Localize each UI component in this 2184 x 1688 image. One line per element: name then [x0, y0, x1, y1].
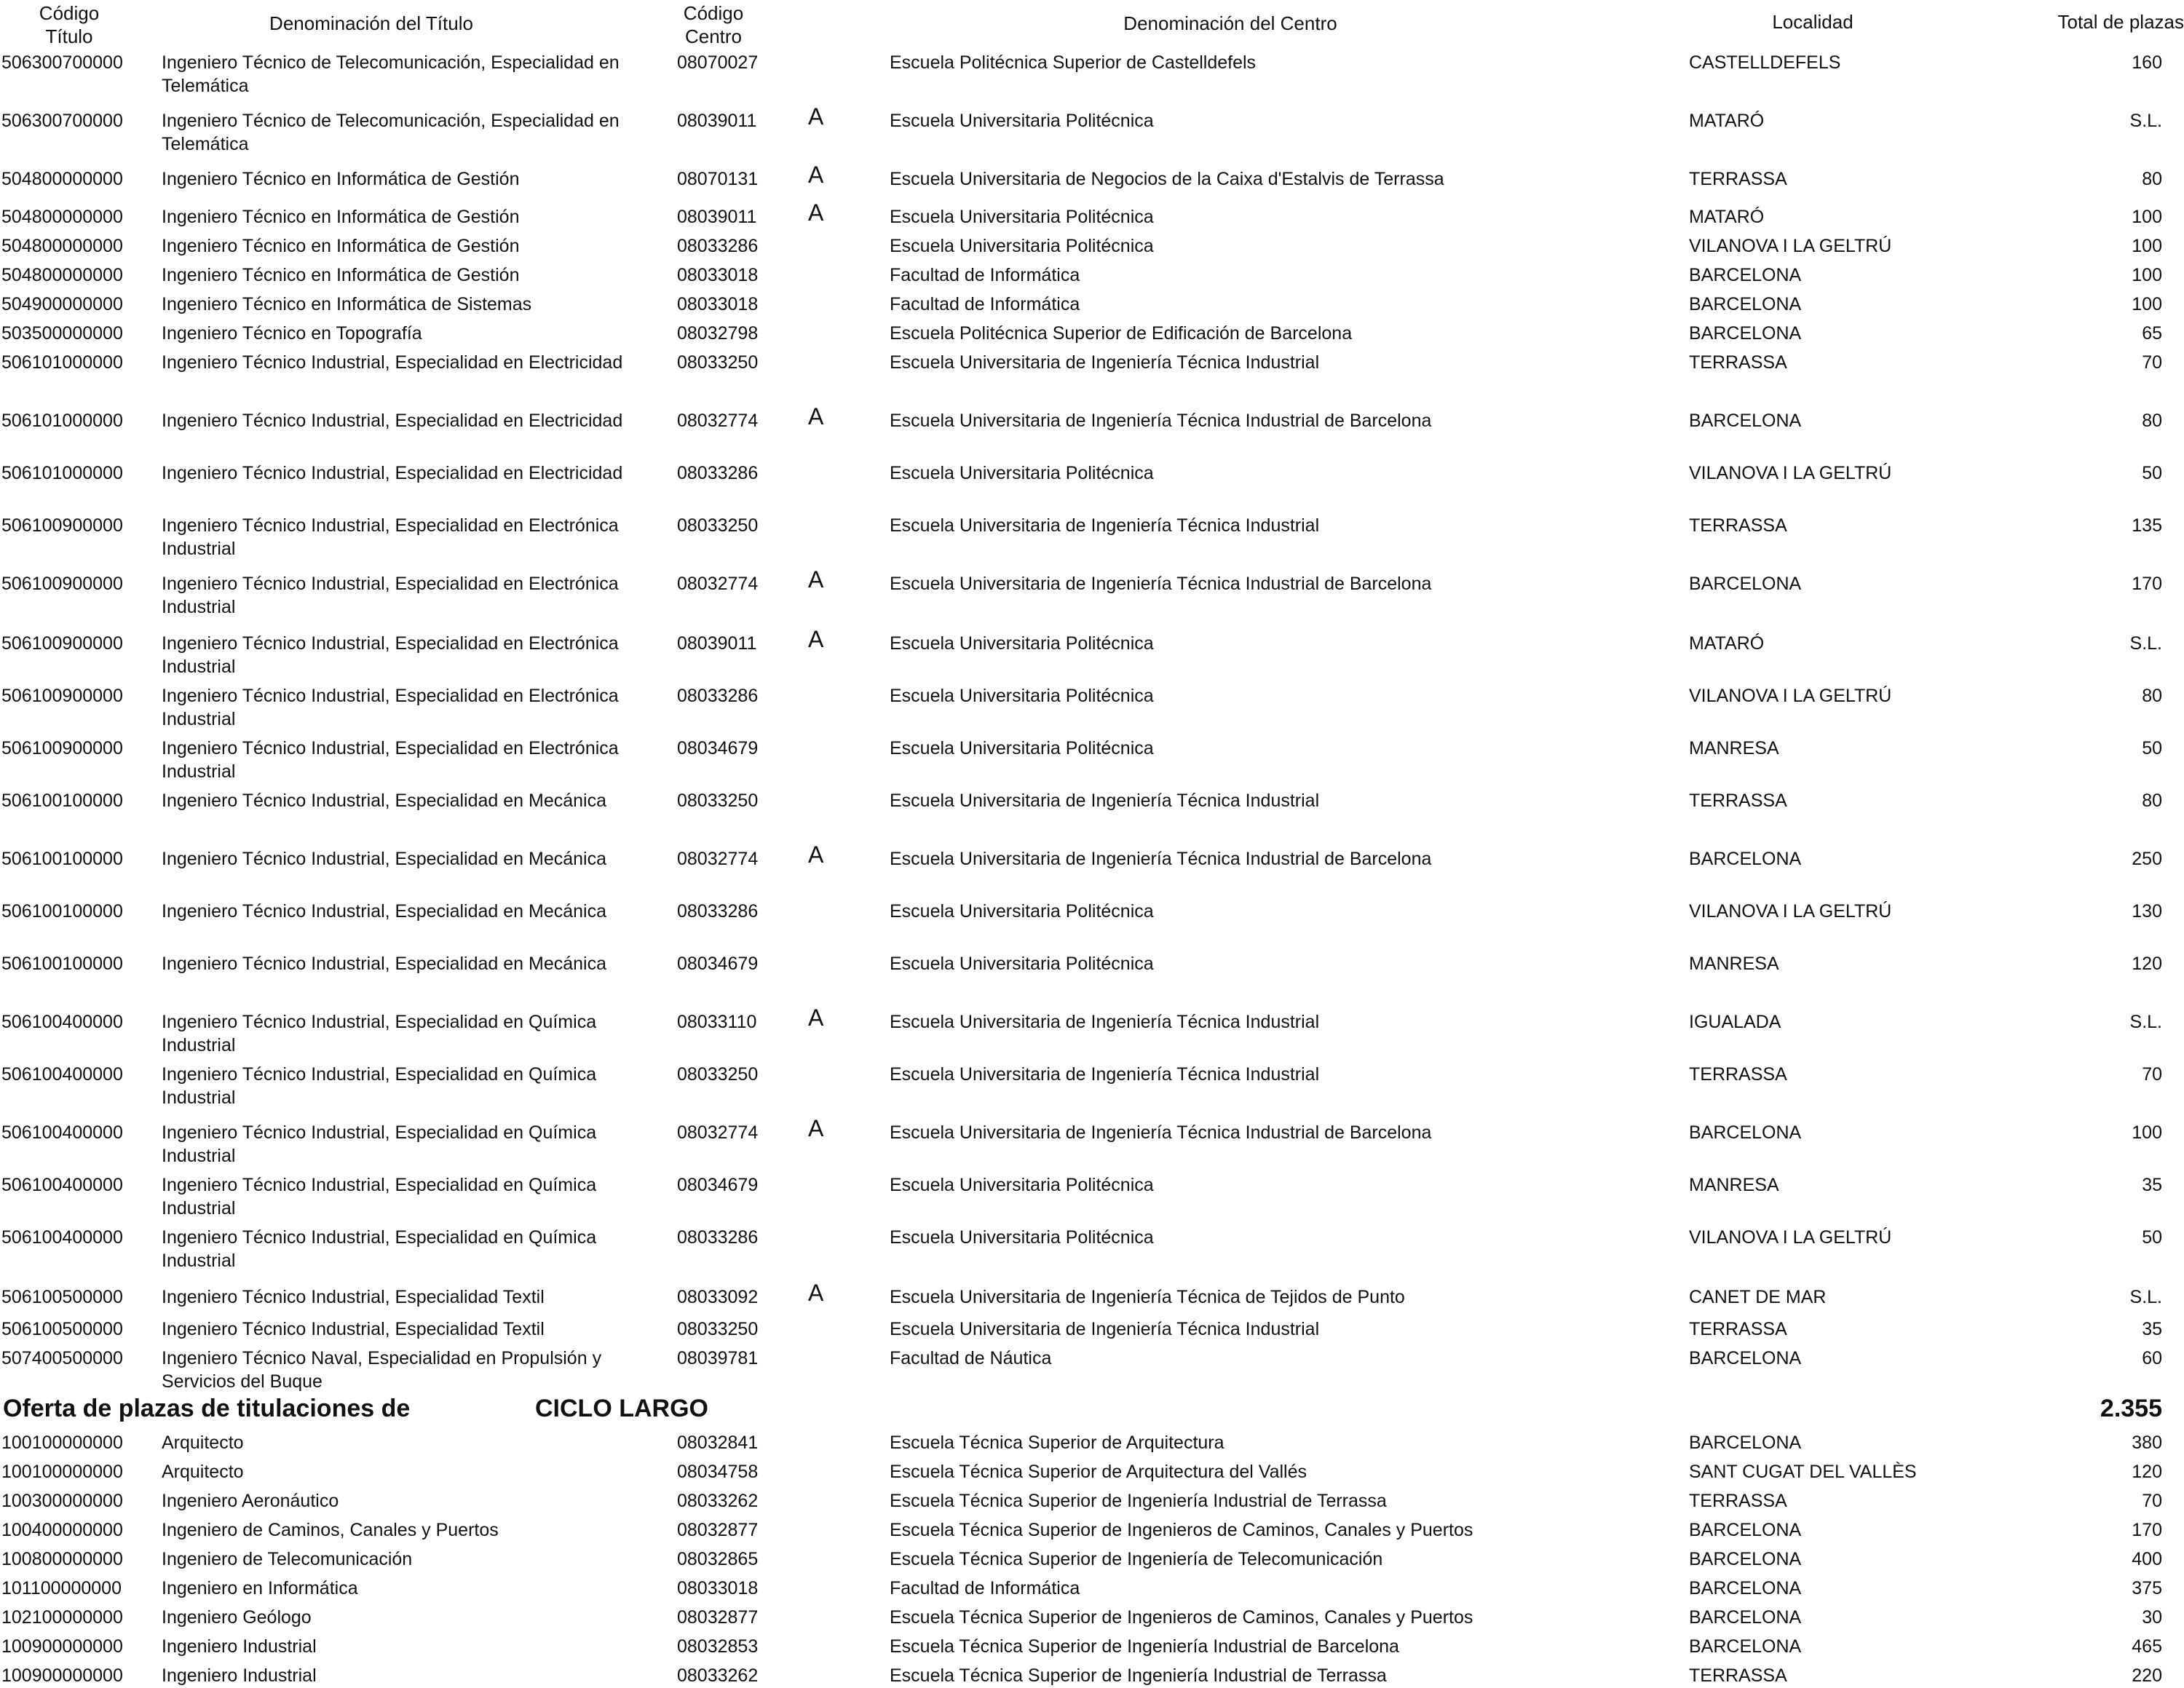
cell-localidad: BARCELONA [1689, 323, 1802, 344]
cell-centro: 08033250 [677, 1064, 759, 1085]
cell-titulo: Ingeniero Geólogo [162, 1607, 312, 1628]
cell-titulo: Ingeniero Técnico Industrial, Especialidad en Electricidad [162, 463, 623, 483]
cell-titulo: Ingeniero Técnico Industrial, Especialidad Textil [162, 1287, 545, 1307]
cell-denominacion: Facultad de Informática [890, 294, 1080, 314]
cell-centro: 08070027 [677, 52, 759, 73]
cell-denominacion: Escuela Universitaria Politécnica [890, 901, 1154, 922]
cell-denominacion: Escuela Técnica Superior de Ingeniería Industrial de Barcelona [890, 1636, 1399, 1657]
cell-codigo: 506100100000 [1, 790, 123, 811]
cell-total: 100 [2132, 236, 2162, 256]
cell-localidad: TERRASSA [1689, 1491, 1787, 1511]
cell-centro: 08039011 [677, 207, 757, 227]
cell-centro: 08032865 [677, 1549, 759, 1569]
cell-titulo: Ingeniero Técnico Industrial, Especialidad en Electricidad [162, 411, 623, 431]
cell-centro: 08033250 [677, 515, 759, 536]
cell-titulo: Ingeniero Técnico en Informática de Gestión [162, 207, 520, 227]
header-localidad: Localidad [1772, 11, 1853, 33]
cell-total: 35 [2142, 1175, 2162, 1195]
cell-flag: A [808, 566, 824, 593]
cell-titulo: Ingeniero Técnico en Informática de Gestión [162, 265, 520, 285]
cell-titulo: Ingeniero Técnico Industrial, Especialidad en Química Industrial [162, 1122, 597, 1166]
cell-centro: 08033110 [677, 1012, 757, 1032]
cell-titulo: Ingeniero Técnico Industrial, Especialidad en Mecánica [162, 901, 607, 922]
cell-titulo: Ingeniero Técnico Industrial, Especialidad en Electrónica Industrial [162, 633, 619, 677]
cell-centro: 08033018 [677, 294, 759, 314]
cell-centro: 08032774 [677, 849, 759, 869]
cell-localidad: BARCELONA [1689, 294, 1802, 314]
cell-localidad: VILANOVA I LA GELTRÚ [1689, 236, 1892, 256]
cell-total: 80 [2142, 686, 2162, 706]
cell-titulo: Ingeniero Industrial [162, 1665, 317, 1686]
cell-denominacion: Escuela Universitaria Politécnica [890, 686, 1154, 706]
header-codigo-centro: Código Centro [683, 2, 744, 47]
cell-localidad: TERRASSA [1689, 1319, 1787, 1339]
cell-denominacion: Escuela Universitaria de Ingeniería Técnica Industrial [890, 1012, 1320, 1032]
cell-codigo: 506100400000 [1, 1122, 123, 1143]
section-heading [0, 1395, 2184, 1427]
cell-localidad: BARCELONA [1689, 1607, 1802, 1628]
cell-codigo: 506100400000 [1, 1227, 123, 1248]
cell-centro: 08039781 [677, 1348, 759, 1368]
cell-localidad: TERRASSA [1689, 352, 1787, 373]
cell-total: 380 [2132, 1433, 2162, 1453]
cell-centro: 08032798 [677, 323, 759, 344]
section-total: 2.355 [2100, 1395, 2162, 1422]
cell-flag: A [808, 1280, 824, 1306]
cell-centro: 08033286 [677, 463, 759, 483]
cell-titulo: Ingeniero de Telecomunicación [162, 1549, 413, 1569]
cell-codigo: 506100900000 [1, 633, 123, 654]
cell-denominacion: Escuela Universitaria Politécnica [890, 633, 1154, 654]
cell-codigo: 506100400000 [1, 1012, 123, 1032]
cell-denominacion: Escuela Universitaria de Negocios de la Caixa d'Estalvis de Terrassa [890, 169, 1444, 189]
cell-centro: 08032774 [677, 411, 759, 431]
cell-flag: A [808, 841, 824, 868]
cell-total: 50 [2142, 1227, 2162, 1248]
cell-codigo: 504800000000 [1, 236, 123, 256]
cell-codigo: 101100000000 [1, 1578, 122, 1598]
cell-titulo: Ingeniero Técnico Naval, Especialidad en Propulsión y Servicios del Buque [162, 1348, 602, 1392]
cell-centro: 08032841 [677, 1433, 759, 1453]
cell-denominacion: Escuela Universitaria de Ingeniería Técnica Industrial [890, 352, 1320, 373]
cell-localidad: MANRESA [1689, 954, 1779, 974]
cell-denominacion: Escuela Técnica Superior de Ingenieros de Caminos, Canales y Puertos [890, 1607, 1473, 1628]
cell-localidad: MANRESA [1689, 738, 1779, 758]
cell-centro: 08034679 [677, 738, 759, 758]
cell-flag: A [808, 103, 824, 130]
cell-total: 100 [2132, 207, 2162, 227]
cell-flag: A [808, 199, 824, 226]
cell-localidad: BARCELONA [1689, 411, 1802, 431]
cell-total: 50 [2142, 738, 2162, 758]
cell-codigo: 506100100000 [1, 954, 123, 974]
cell-denominacion: Escuela Técnica Superior de Ingeniería Industrial de Terrassa [890, 1665, 1387, 1686]
cell-total: 160 [2132, 52, 2162, 73]
cell-titulo: Ingeniero Técnico Industrial, Especialidad en Electricidad [162, 352, 623, 373]
cell-titulo: Ingeniero Técnico Industrial, Especialidad en Química Industrial [162, 1227, 597, 1271]
cell-centro: 08033262 [677, 1665, 759, 1686]
cell-localidad: BARCELONA [1689, 1520, 1802, 1540]
cell-localidad: VILANOVA I LA GELTRÚ [1689, 1227, 1892, 1248]
cell-denominacion: Escuela Universitaria de Ingeniería Técnica Industrial de Barcelona [890, 1122, 1432, 1143]
cell-centro: 08070131 [677, 169, 759, 189]
cell-centro: 08033286 [677, 901, 759, 922]
cell-total: 135 [2132, 515, 2162, 536]
cell-localidad: BARCELONA [1689, 849, 1802, 869]
cell-total: 35 [2142, 1319, 2162, 1339]
cell-codigo: 506100900000 [1, 574, 123, 594]
cell-titulo: Ingeniero Técnico en Informática de Sistemas [162, 294, 532, 314]
cell-codigo: 506100400000 [1, 1064, 123, 1085]
cell-denominacion: Escuela Universitaria Politécnica [890, 738, 1154, 758]
cell-centro: 08033286 [677, 686, 759, 706]
cell-centro: 08034679 [677, 1175, 759, 1195]
cell-centro: 08039011 [677, 633, 757, 654]
cell-total: 80 [2142, 790, 2162, 811]
cell-codigo: 506300700000 [1, 111, 123, 131]
cell-total: 220 [2132, 1665, 2162, 1686]
cell-denominacion: Escuela Universitaria de Ingeniería Técnica Industrial [890, 790, 1320, 811]
cell-localidad: IGUALADA [1689, 1012, 1781, 1032]
cell-total: 400 [2132, 1549, 2162, 1569]
cell-denominacion: Escuela Universitaria de Ingeniería Técnica de Tejidos de Punto [890, 1287, 1405, 1307]
cell-total: S.L. [2129, 633, 2162, 654]
cell-flag: A [808, 1005, 824, 1031]
cell-titulo: Ingeniero Técnico en Topografía [162, 323, 422, 344]
cell-localidad: BARCELONA [1689, 1636, 1802, 1657]
cell-centro: 08033262 [677, 1491, 759, 1511]
cell-centro: 08034679 [677, 954, 759, 974]
cell-centro: 08033250 [677, 1319, 759, 1339]
cell-codigo: 100800000000 [1, 1549, 123, 1569]
cell-localidad: TERRASSA [1689, 169, 1787, 189]
cell-codigo: 503500000000 [1, 323, 123, 344]
cell-localidad: CANET DE MAR [1689, 1287, 1827, 1307]
cell-codigo: 100300000000 [1, 1491, 123, 1511]
cell-titulo: Ingeniero Técnico Industrial, Especialidad en Mecánica [162, 849, 607, 869]
cell-localidad: SANT CUGAT DEL VALLÈS [1689, 1462, 1917, 1482]
cell-denominacion: Escuela Universitaria de Ingeniería Técnica Industrial de Barcelona [890, 411, 1432, 431]
cell-total: 465 [2132, 1636, 2162, 1657]
header-codigo-titulo: Código Título [39, 2, 100, 47]
cell-titulo: Ingeniero Técnico Industrial, Especialidad en Química Industrial [162, 1012, 597, 1055]
cell-centro: 08033018 [677, 265, 759, 285]
cell-localidad: VILANOVA I LA GELTRÚ [1689, 686, 1892, 706]
cell-localidad: MATARÓ [1689, 207, 1765, 227]
section-label: Oferta de plazas de titulaciones de [3, 1395, 411, 1422]
cell-total: 60 [2142, 1348, 2162, 1368]
cell-localidad: MANRESA [1689, 1175, 1779, 1195]
cell-titulo: Ingeniero Aeronáutico [162, 1491, 339, 1511]
cell-centro: 08033018 [677, 1578, 759, 1598]
cell-total: 120 [2132, 1462, 2162, 1482]
cell-total: S.L. [2129, 1012, 2162, 1032]
section-cycle: CICLO LARGO [535, 1395, 708, 1422]
cell-codigo: 506100100000 [1, 849, 123, 869]
cell-codigo: 100900000000 [1, 1636, 123, 1657]
cell-titulo: Ingeniero Industrial [162, 1636, 317, 1657]
cell-codigo: 506100500000 [1, 1287, 123, 1307]
cell-localidad: BARCELONA [1689, 1348, 1802, 1368]
cell-centro: 08034758 [677, 1462, 759, 1482]
cell-centro: 08033092 [677, 1287, 759, 1307]
cell-titulo: Ingeniero Técnico Industrial, Especialidad en Electrónica Industrial [162, 738, 619, 782]
cell-total: 170 [2132, 1520, 2162, 1540]
cell-denominacion: Escuela Universitaria de Ingeniería Técnica Industrial [890, 1319, 1320, 1339]
cell-codigo: 506100500000 [1, 1319, 123, 1339]
header-denominacion-centro: Denominación del Centro [1123, 12, 1337, 34]
cell-centro: 08033250 [677, 790, 759, 811]
cell-total: 100 [2132, 265, 2162, 285]
cell-titulo: Ingeniero Técnico de Telecomunicación, Especialidad en Telemática [162, 52, 620, 96]
header-total-plazas: Total de plazas [2057, 11, 2184, 33]
cell-codigo: 100100000000 [1, 1433, 123, 1453]
cell-total: 50 [2142, 463, 2162, 483]
cell-codigo: 506100100000 [1, 901, 123, 922]
cell-flag: A [808, 403, 824, 429]
cell-localidad: MATARÓ [1689, 111, 1765, 131]
cell-denominacion: Escuela Universitaria de Ingeniería Técnica Industrial de Barcelona [890, 849, 1432, 869]
cell-flag: A [808, 162, 824, 188]
cell-denominacion: Escuela Técnica Superior de Ingeniería de Telecomunicación [890, 1549, 1383, 1569]
cell-localidad: VILANOVA I LA GELTRÚ [1689, 463, 1892, 483]
cell-titulo: Ingeniero Técnico Industrial, Especialidad Textil [162, 1319, 545, 1339]
cell-denominacion: Escuela Universitaria de Ingeniería Técnica Industrial de Barcelona [890, 574, 1432, 594]
cell-total: S.L. [2129, 1287, 2162, 1307]
cell-localidad: BARCELONA [1689, 574, 1802, 594]
cell-titulo: Ingeniero Técnico Industrial, Especialidad en Mecánica [162, 954, 607, 974]
cell-denominacion: Escuela Universitaria Politécnica [890, 236, 1154, 256]
cell-titulo: Ingeniero Técnico en Informática de Gestión [162, 169, 520, 189]
cell-titulo: Ingeniero Técnico Industrial, Especialidad en Química Industrial [162, 1175, 597, 1219]
cell-codigo: 507400500000 [1, 1348, 123, 1368]
cell-localidad: MATARÓ [1689, 633, 1765, 654]
cell-codigo: 504900000000 [1, 294, 123, 314]
cell-total: 100 [2132, 1122, 2162, 1143]
cell-total: 120 [2132, 954, 2162, 974]
cell-titulo: Ingeniero Técnico Industrial, Especialidad en Electrónica Industrial [162, 574, 619, 617]
cell-total: 100 [2132, 294, 2162, 314]
cell-denominacion: Escuela Técnica Superior de Arquitectura del Vallés [890, 1462, 1307, 1482]
cell-titulo: Ingeniero Técnico Industrial, Especialidad en Mecánica [162, 790, 607, 811]
cell-localidad: BARCELONA [1689, 1578, 1802, 1598]
cell-codigo: 100400000000 [1, 1520, 123, 1540]
cell-codigo: 506101000000 [1, 411, 123, 431]
cell-codigo: 506300700000 [1, 52, 123, 73]
cell-total: S.L. [2129, 111, 2162, 131]
cell-denominacion: Escuela Universitaria Politécnica [890, 111, 1154, 131]
cell-titulo: Arquitecto [162, 1462, 244, 1482]
cell-total: 30 [2142, 1607, 2162, 1628]
cell-codigo: 506100400000 [1, 1175, 123, 1195]
cell-localidad: BARCELONA [1689, 1122, 1802, 1143]
cell-codigo: 100100000000 [1, 1462, 123, 1482]
cell-localidad: VILANOVA I LA GELTRÚ [1689, 901, 1892, 922]
cell-denominacion: Facultad de Informática [890, 265, 1080, 285]
cell-centro: 08032877 [677, 1520, 759, 1540]
cell-centro: 08033286 [677, 1227, 759, 1248]
cell-denominacion: Escuela Universitaria Politécnica [890, 463, 1154, 483]
cell-centro: 08032877 [677, 1607, 759, 1628]
cell-titulo: Ingeniero Técnico Industrial, Especialidad en Química Industrial [162, 1064, 597, 1108]
cell-denominacion: Escuela Universitaria Politécnica [890, 1227, 1154, 1248]
cell-titulo: Ingeniero en Informática [162, 1578, 358, 1598]
cell-codigo: 506100900000 [1, 515, 123, 536]
cell-denominacion: Facultad de Náutica [890, 1348, 1052, 1368]
cell-denominacion: Escuela Politécnica Superior de Edificación de Barcelona [890, 323, 1353, 344]
cell-codigo: 504800000000 [1, 265, 123, 285]
cell-localidad: TERRASSA [1689, 790, 1787, 811]
cell-centro: 08032853 [677, 1636, 759, 1657]
cell-total: 65 [2142, 323, 2162, 344]
cell-localidad: BARCELONA [1689, 1433, 1802, 1453]
cell-total: 70 [2142, 352, 2162, 373]
cell-denominacion: Escuela Universitaria de Ingeniería Técnica Industrial [890, 515, 1320, 536]
cell-centro: 08039011 [677, 111, 757, 131]
cell-denominacion: Escuela Politécnica Superior de Castelldefels [890, 52, 1257, 73]
cell-denominacion: Facultad de Informática [890, 1578, 1080, 1598]
cell-localidad: TERRASSA [1689, 1064, 1787, 1085]
cell-denominacion: Escuela Técnica Superior de Ingeniería Industrial de Terrassa [890, 1491, 1387, 1511]
header-denominacion-titulo: Denominación del Título [269, 12, 473, 34]
cell-codigo: 506100900000 [1, 686, 123, 706]
cell-centro: 08033286 [677, 236, 759, 256]
cell-titulo: Arquitecto [162, 1433, 244, 1453]
cell-denominacion: Escuela Universitaria Politécnica [890, 954, 1154, 974]
cell-total: 80 [2142, 411, 2162, 431]
cell-codigo: 506101000000 [1, 463, 123, 483]
cell-localidad: BARCELONA [1689, 1549, 1802, 1569]
cell-codigo: 102100000000 [1, 1607, 123, 1628]
cell-centro: 08033250 [677, 352, 759, 373]
cell-flag: A [808, 1115, 824, 1141]
cell-denominacion: Escuela Universitaria Politécnica [890, 1175, 1154, 1195]
cell-denominacion: Escuela Universitaria de Ingeniería Técnica Industrial [890, 1064, 1320, 1085]
cell-titulo: Ingeniero Técnico de Telecomunicación, Especialidad en Telemática [162, 111, 620, 154]
cell-denominacion: Escuela Universitaria Politécnica [890, 207, 1154, 227]
cell-total: 375 [2132, 1578, 2162, 1598]
cell-centro: 08032774 [677, 1122, 759, 1143]
cell-codigo: 504800000000 [1, 169, 123, 189]
cell-total: 70 [2142, 1491, 2162, 1511]
cell-localidad: CASTELLDEFELS [1689, 52, 1841, 73]
cell-total: 250 [2132, 849, 2162, 869]
cell-centro: 08032774 [677, 574, 759, 594]
cell-denominacion: Escuela Técnica Superior de Ingenieros de Caminos, Canales y Puertos [890, 1520, 1473, 1540]
cell-flag: A [808, 626, 824, 652]
cell-localidad: BARCELONA [1689, 265, 1802, 285]
cell-codigo: 506101000000 [1, 352, 123, 373]
cell-codigo: 504800000000 [1, 207, 123, 227]
cell-total: 130 [2132, 901, 2162, 922]
cell-titulo: Ingeniero Técnico Industrial, Especialidad en Electrónica Industrial [162, 686, 619, 729]
cell-titulo: Ingeniero Técnico en Informática de Gestión [162, 236, 520, 256]
cell-denominacion: Escuela Técnica Superior de Arquitectura [890, 1433, 1224, 1453]
cell-total: 80 [2142, 169, 2162, 189]
cell-total: 170 [2132, 574, 2162, 594]
cell-total: 70 [2142, 1064, 2162, 1085]
cell-titulo: Ingeniero de Caminos, Canales y Puertos [162, 1520, 499, 1540]
cell-localidad: TERRASSA [1689, 1665, 1787, 1686]
cell-localidad: TERRASSA [1689, 515, 1787, 536]
cell-titulo: Ingeniero Técnico Industrial, Especialidad en Electrónica Industrial [162, 515, 619, 559]
cell-codigo: 506100900000 [1, 738, 123, 758]
cell-codigo: 100900000000 [1, 1665, 123, 1686]
